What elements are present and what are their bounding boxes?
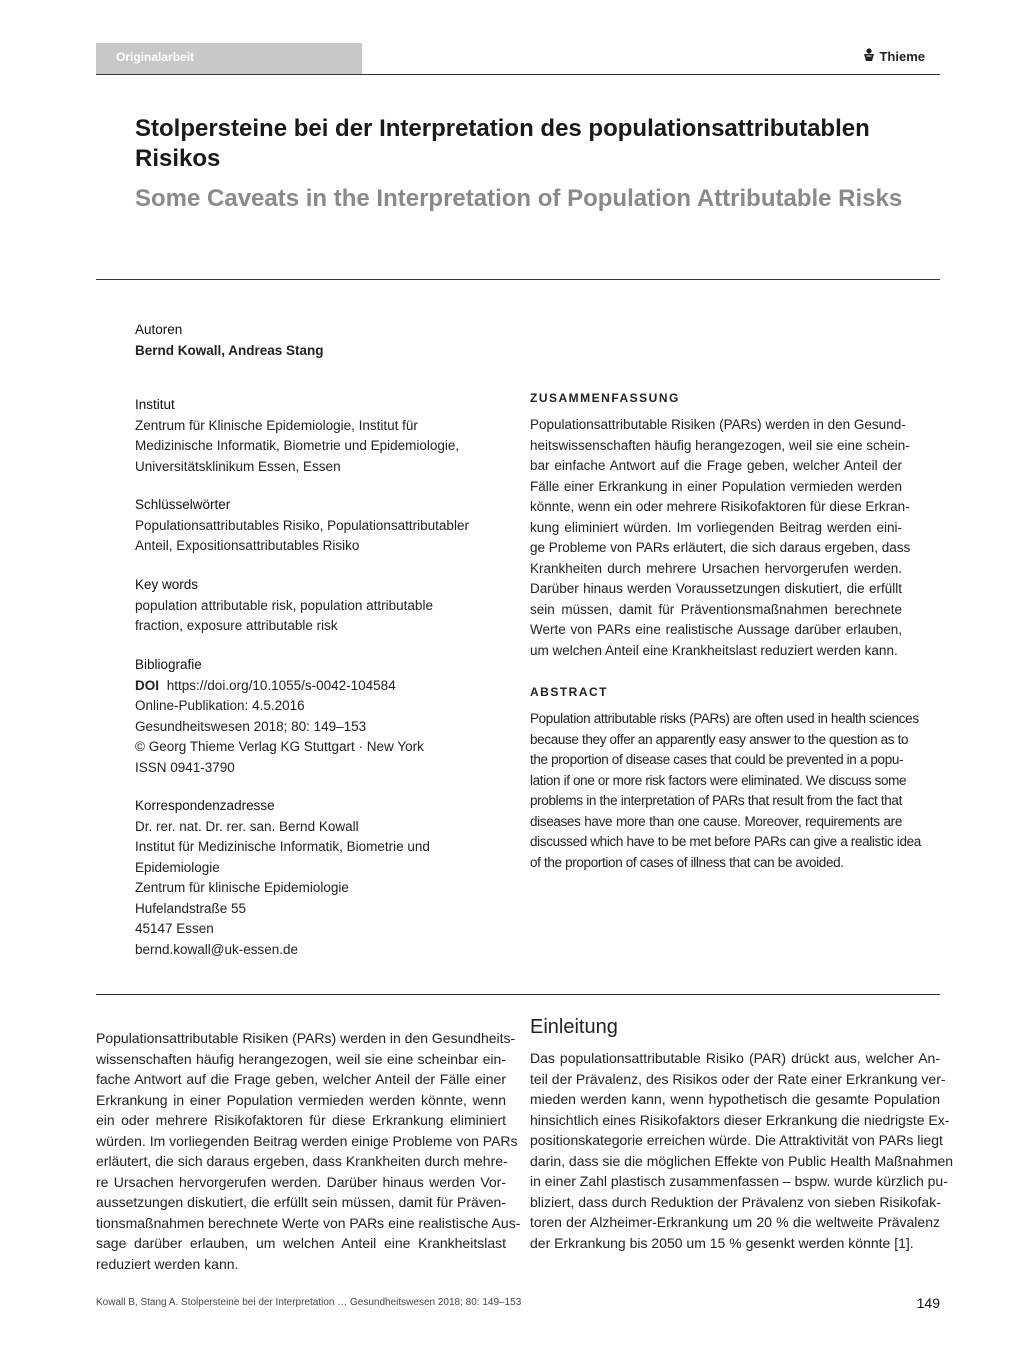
- institute-block: [135, 395, 505, 477]
- body-line: wissenschaften häufig herangezogen, weil sie eine scheinbar ein-: [96, 1050, 506, 1067]
- abstract-line: problems in the interpretation of PARs that result from the fact that: [530, 793, 902, 808]
- introduction-text: [530, 1048, 954, 1253]
- bibliography-line: Gesundheitswesen 2018; 80: 149–153: [135, 718, 367, 734]
- abstract-line: lation if one or more risk factors were eliminated. We discuss some: [530, 772, 907, 788]
- institute-line: Medizinische Informatik, Biometrie und Epidemiologie,: [135, 438, 460, 453]
- keywords-en-line: fraction, exposure attributable risk: [135, 618, 338, 633]
- keywords-de-line: Anteil, Expositionsattributables Risiko: [135, 538, 360, 553]
- abstract-heading: ABSTRACT: [530, 685, 608, 699]
- keywords-en-line: population attributable risk, population attributable: [135, 597, 433, 613]
- correspondence-line: Epidemiologie: [135, 859, 220, 875]
- intro-line: teil der Prävalenz, des Risikos oder der Rate einer Erkrankung ver-: [530, 1070, 946, 1087]
- correspondence-line: Zentrum für klinische Epidemiologie: [135, 880, 349, 895]
- body-line: Erkrankung in einer Population vermieden werden könnte, wenn: [96, 1091, 506, 1108]
- publisher-mark: [863, 48, 925, 65]
- summary-line: Darüber hinaus werden Voraussetzungen diskutiert, die erfüllt: [530, 581, 902, 596]
- intro-line: darin, dass sie die möglichen Effekte von Public Health Maßnahmen: [530, 1152, 954, 1169]
- header-rule: [96, 74, 940, 75]
- summary-line: Populationsattributable Risiken (PARs) werden in den Gesund-: [530, 417, 906, 432]
- body-line: re Ursachen hervorgerufen werden. Darüber hinaus werden Vor-: [96, 1173, 506, 1190]
- keywords-de-block: [135, 495, 505, 557]
- body-line: fache Antwort auf die Frage geben, welcher Anteil der Fälle einer: [96, 1071, 506, 1087]
- keywords-de-label: Schlüsselwörter: [135, 497, 231, 512]
- title-rule: [96, 279, 940, 280]
- abstract-line: of the proportion of cases of illness that can be avoided.: [530, 854, 844, 870]
- doi-link[interactable]: https://doi.org/10.1055/s-0042-104584: [166, 677, 396, 693]
- summary-line: sein müssen, damit für Präventionsmaßnahmen berechnete: [530, 601, 902, 617]
- correspondence-label: Korrespondenzadresse: [135, 798, 275, 813]
- body-line: Populationsattributable Risiken (PARs) werden in den Gesundheits-: [96, 1030, 516, 1046]
- intro-line: positionskategorie erreichen würde. Die Attraktivität von PARs liegt: [530, 1132, 943, 1148]
- intro-line: bliziert, dass durch Reduktion der Prävalenz von sieben Risikofak-: [530, 1193, 941, 1210]
- abstract-text: [530, 709, 921, 873]
- keywords-de-line: Populationsattributables Risiko, Populationsattributabler: [135, 517, 469, 533]
- section-tag-label: Originalarbeit: [116, 50, 195, 64]
- summary-line: kung eliminiert würden. Im vorliegenden Beitrag werden eini-: [530, 519, 902, 535]
- keywords-en-label: Key words: [135, 577, 199, 592]
- abstract-line: the proportion of disease cases that could be prevented in a popu-: [530, 752, 904, 767]
- intro-line: der Erkrankung bis 2050 um 15 % gesenkt werden könnte [1].: [530, 1234, 914, 1251]
- article-title-english: Some Caveats in the Interpretation of Population Attributable Risks: [135, 185, 903, 212]
- correspondence-line: 45147 Essen: [135, 921, 214, 936]
- intro-line: mieden werden kann, wenn hypothetisch die gesamte Population: [530, 1091, 940, 1107]
- thieme-logo-icon: [863, 48, 875, 65]
- institute-label: Institut: [135, 397, 175, 412]
- correspondence-email[interactable]: bernd.kowall@uk-essen.de: [135, 941, 299, 957]
- article-title-german: Stolpersteine bei der Interpretation des populationsattributablen Risikos: [135, 115, 870, 172]
- body-line: aussetzungen diskutiert, die erfüllt sein müssen, damit für Präven-: [96, 1194, 506, 1210]
- body-line: reduziert werden kann.: [96, 1255, 239, 1272]
- body-left-text: [96, 1028, 521, 1274]
- authors-label: Autoren: [135, 322, 183, 337]
- abstract-line: discussed which have to be met before PARs can give a realistic idea: [530, 834, 921, 849]
- footer-citation: Kowall B, Stang A. Stolpersteine bei der Interpretation … Gesundheitswesen 2018; 80: 149–153: [96, 1297, 522, 1308]
- correspondence-line: Dr. rer. nat. Dr. rer. san. Bernd Kowall: [135, 818, 359, 834]
- summary-line: könnte, wenn ein oder mehrere Risikofaktoren für diese Erkran-: [530, 499, 910, 514]
- summary-text: [530, 415, 911, 661]
- introduction-heading: Einleitung: [530, 1016, 618, 1038]
- body-line: ein oder mehrere Risikofaktoren für diese Erkrankung eliminiert: [96, 1112, 506, 1128]
- correspondence-line: Hufelandstraße 55: [135, 900, 247, 916]
- doi-label: DOI: [135, 677, 160, 693]
- authors-names: Bernd Kowall, Andreas Stang: [135, 342, 324, 358]
- intro-line: Das populationsattributable Risiko (PAR) drückt aus, welcher An-: [530, 1050, 940, 1066]
- summary-line: bar einfache Antwort auf die Frage geben, welcher Anteil der: [530, 458, 902, 473]
- bibliography-line: © Georg Thieme Verlag KG Stuttgart · New York: [135, 739, 424, 754]
- bibliography-block: [135, 655, 505, 778]
- intro-line: toren der Alzheimer-Erkrankung um 20 % die weltweite Prävalenz: [530, 1214, 940, 1230]
- bibliography-line: ISSN 0941-3790: [135, 759, 235, 775]
- body-line: erläutert, die sich daraus ergeben, dass Krankheiten durch mehre-: [96, 1153, 508, 1169]
- publisher-name: Thieme: [879, 49, 925, 64]
- institute-line: Zentrum für Klinische Epidemiologie, Institut für: [135, 417, 418, 433]
- summary-line: ge Probleme von PARs erläutert, die sich daraus ergeben, dass: [530, 540, 911, 555]
- correspondence-line: Institut für Medizinische Informatik, Biometrie und: [135, 839, 430, 854]
- section-tag: [96, 43, 362, 74]
- body-line: tionsmaßnahmen berechnete Werte von PARs eine realistische Aus-: [96, 1214, 521, 1231]
- page-number: 149: [916, 1295, 940, 1311]
- correspondence-block: [135, 796, 505, 960]
- summary-heading: ZUSAMMENFASSUNG: [530, 391, 680, 405]
- bibliography-label: Bibliografie: [135, 657, 202, 672]
- abstract-line: Population attributable risks (PARs) are often used in health sciences: [530, 711, 919, 726]
- body-line: sage darüber erlauben, um welchen Anteil eine Krankheitslast: [96, 1235, 506, 1251]
- intro-line: hinsichtlich eines Risikofaktors dieser Erkrankung die niedrigste Ex-: [530, 1111, 950, 1128]
- summary-line: Fälle einer Erkrankung in einer Population vermieden werden: [530, 478, 902, 494]
- summary-line: um welchen Anteil eine Krankheitslast reduziert werden kann.: [530, 642, 898, 658]
- intro-line: in einer Zahl plastisch zusammenfassen – bspw. wurde kürzlich pu-: [530, 1173, 948, 1189]
- authors-block: [135, 320, 505, 361]
- abstract-line: because they offer an apparently easy answer to the question as to: [530, 731, 909, 747]
- summary-line: heitswissenschaften häufig herangezogen, weil sie eine schein-: [530, 437, 910, 453]
- institute-line: Universitätsklinikum Essen, Essen: [135, 458, 341, 474]
- abstract-line: diseases have more than one cause. Moreover, requirements are: [530, 813, 902, 829]
- summary-line: Werte von PARs eine realistische Aussage darüber erlauben,: [530, 622, 902, 637]
- bibliography-line: Online-Publikation: 4.5.2016: [135, 698, 305, 713]
- body-line: würden. Im vorliegenden Beitrag werden einige Probleme von PARs: [96, 1132, 518, 1149]
- body-rule: [96, 994, 940, 995]
- summary-line: Krankheiten durch mehrere Ursachen hervorgerufen werden.: [530, 560, 902, 576]
- keywords-en-block: [135, 575, 505, 637]
- doi-line: [135, 676, 505, 697]
